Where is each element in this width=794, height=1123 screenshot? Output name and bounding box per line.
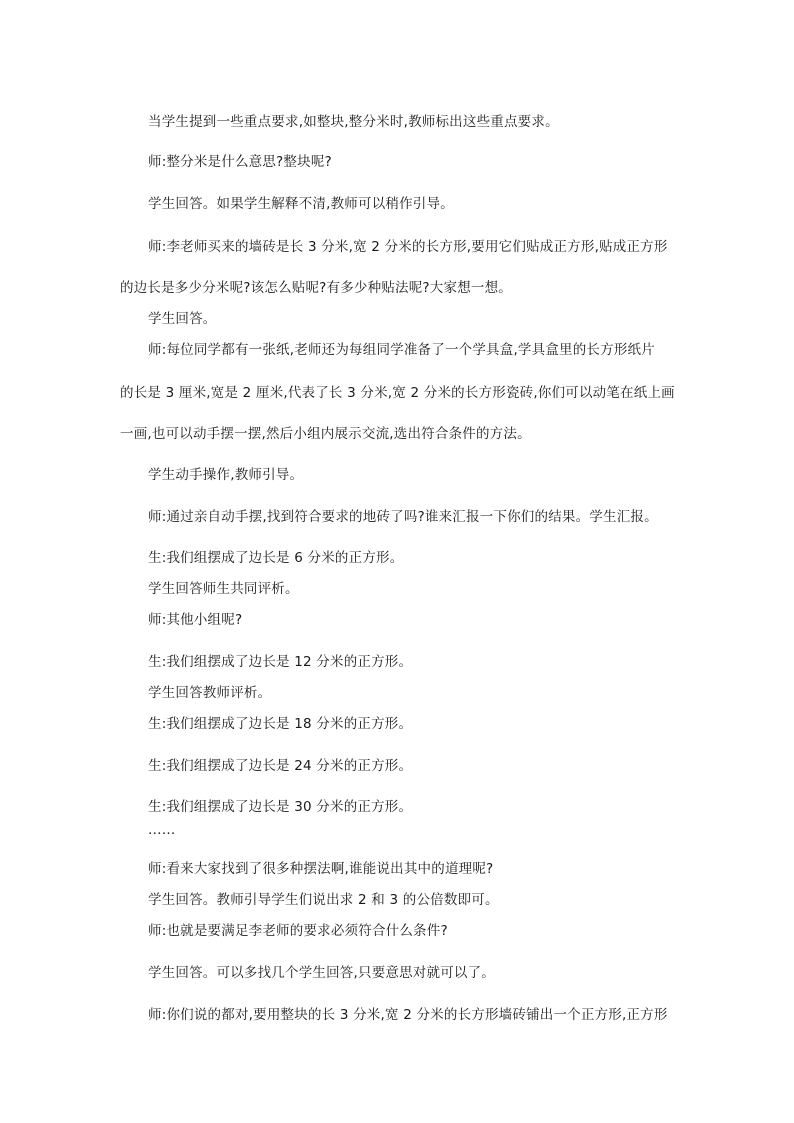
paragraph-line: 生:我们组摆成了边长是 24 分米的正方形。 [148, 758, 413, 774]
paragraph-line: 当学生提到一些重点要求,如整块,整分米时,教师标出这些重点要求。 [148, 114, 559, 130]
paragraph-line: 学生回答师生共同评析。 [148, 581, 299, 597]
paragraph-line: 学生回答教师评析。 [148, 685, 272, 701]
paragraph-line: 师:整分米是什么意思?整块呢? [148, 154, 332, 170]
paragraph-line: 的长是 3 厘米,宽是 2 厘米,代表了长 3 分米,宽 2 分米的长方形瓷砖,你们可以动笔在纸上画 [120, 385, 675, 401]
paragraph-line: 学生回答。如果学生解释不清,教师可以稍作引导。 [148, 196, 454, 212]
paragraph-line: 生:我们组摆成了边长是 30 分米的正方形。 [148, 799, 413, 815]
paragraph-line: 师:也就是要满足李老师的要求必须符合什么条件? [148, 923, 448, 939]
paragraph-line: 师:李老师买来的墙砖是长 3 分米,宽 2 分米的长方形,要用它们贴成正方形,贴成正方形 [148, 239, 668, 255]
paragraph-line: 生:我们组摆成了边长是 6 分米的正方形。 [148, 550, 404, 566]
paragraph-line: 师:看来大家找到了很多种摆法啊,谁能说出其中的道理呢? [148, 861, 494, 877]
paragraph-line: 师:你们说的都对,要用整块的长 3 分米,宽 2 分米的长方形墙砖铺出一个正方形,正方形 [148, 1007, 668, 1023]
paragraph-line: 生:我们组摆成了边长是 18 分米的正方形。 [148, 716, 413, 732]
paragraph-line: 师:通过亲自动手摆,找到符合要求的地砖了吗?谁来汇报一下你们的结果。学生汇报。 [148, 509, 658, 525]
paragraph-line: 师:每位同学都有一张纸,老师还为每组同学准备了一个学具盒,学具盒里的长方形纸片 [148, 342, 655, 358]
paragraph-line: 学生回答。 [148, 311, 217, 327]
paragraph-line: 的边长是多少分米呢?该怎么贴呢?有多少种贴法呢?大家想一想。 [120, 280, 512, 296]
paragraph-line: 师:其他小组呢? [148, 612, 243, 628]
paragraph-line: 生:我们组摆成了边长是 12 分米的正方形。 [148, 654, 413, 670]
paragraph-line: 学生动手操作,教师引导。 [148, 467, 304, 483]
paragraph-line: …… [148, 822, 176, 838]
paragraph-line: 学生回答。教师引导学生们说出求 2 和 3 的公倍数即可。 [148, 892, 499, 908]
paragraph-line: 一画,也可以动手摆一摆,然后小组内展示交流,选出符合条件的方法。 [120, 426, 531, 442]
paragraph-line: 学生回答。可以多找几个学生回答,只要意思对就可以了。 [148, 965, 495, 981]
